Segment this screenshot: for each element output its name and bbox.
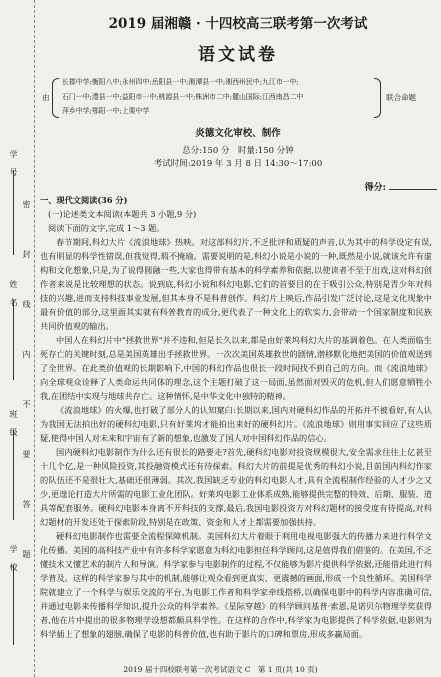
- score-blank: [389, 189, 437, 190]
- school-line: 石门一中;澧县一中;益阳市一中;桃源县一中;株洲市二中;麓山国际;江西南昌二中: [62, 92, 304, 101]
- producer: 炎德文化审校、制作: [195, 128, 281, 139]
- binding-margin: [0, 0, 35, 677]
- joint-label: 联合命题: [386, 93, 416, 102]
- student-id-label: 学 号: [9, 150, 18, 177]
- class-line: [13, 430, 14, 520]
- you-label: 由: [42, 93, 50, 102]
- school-line: 长郡中学;衡阳八中;永州四中;岳阳县一中;湘潭县一中;湘西州民中;九江市一中;: [62, 78, 299, 86]
- subsection-title: (一)论述类文本阅读(本题共 3 小题,9 分): [48, 209, 197, 219]
- paragraph: 《流浪地球》的火爆,也打破了部分人的认知窠臼:长期以来,国内对硬科幻作品的开拓并不被看好,有人认为我国无法拍出好的硬科幻电影,只有好莱坞才能拍出来好的硬科幻片。《流浪地球》则用事实回应了这些质疑,使得中国人对未来和宇宙有了新的想象,也激发了国人对中国科幻作品的信心。: [40, 405, 432, 443]
- school-label: 学 校: [9, 545, 18, 572]
- seal-char: 密: [22, 200, 31, 209]
- time-info: 总分:150 分 时量:150 分钟: [182, 146, 294, 156]
- page-footer: 2019 届十四校联考第一次考试语文 C 第 1 页(共 10 页): [123, 665, 318, 674]
- exam-header: [40, 6, 436, 171]
- school-list: [40, 75, 436, 121]
- school-line: [13, 565, 14, 645]
- student-id-line: [13, 170, 14, 255]
- section-title: 一、现代文阅读(36 分): [40, 195, 128, 205]
- exam-title: 2019 届湘赣 · 十四校高三联考第一次考试: [108, 16, 368, 32]
- left-brace: [52, 78, 59, 118]
- paragraph: 国内硬科幻电影制作为什么还有很长的路要走?首先,硬科幻电影对投资规模很大,安全需求往往上亿甚至十几个亿,是一种风险投资,其投融资模式还有待探索。科幻大片的前提是优秀的科幻小说,目前国内科幻作家的队伍还不是很壮大,基础还很薄弱。其次,我国缺乏专业的科幻电影人才,具有全流程制作经验的人才少之又少,更遑论打造大片所需的电影工业化团队。好莱坞电影工业体系成熟,能够提供完整的特效、后期、服装、道具等配套服务。硬科幻电影本身离不开科技的支撑,最后,我国电影投资方对科幻题材的接受度有待提高,对科幻题材的开发还处于探索阶段,特别是在政策、资金和人才上都需要加强扶持。: [40, 447, 432, 527]
- seal-char: 不: [22, 400, 31, 409]
- seal-char: 要: [22, 450, 31, 459]
- score-label: 得分:: [364, 183, 386, 193]
- school-names: [62, 75, 374, 119]
- seal-char: 题: [22, 550, 31, 559]
- date-info: 考试时间:2019 年 3 月 8 日 14:30～17:00: [153, 159, 323, 169]
- score-field: [365, 180, 437, 193]
- seal-char: 线: [22, 300, 31, 309]
- paragraph: 春节期间,科幻大片《流浪地球》热映。对这部科幻片,不乏批评和质疑的声音,认为其中的科学设定有误,也有明显的科学性错误,但我觉得,瑕不掩瑜。需要说明的是,科幻小说是小说的一种,既然是小说,就该允许有虚构和文化想象,只是,为了说得圆融一些,大家也得带有基本的科学素养和依据,以使读者不至于出戏,这对科幻创作者来说是比较理想的状态。说到底,科幻小说和科幻电影,它们的首要目的在于吸引公众,特别是青少年对科技的兴趣,进而支持科技事业发展,但其本身不是科普创作。科幻片上映后,作品引发广泛讨论,这是文化现象中最有价值的部分,这里面其实就有科普教育的成分,更代表了一种文化上的软实力,会带动一个国家制度和民族共同价值观的输出。: [40, 237, 432, 331]
- name-label: 姓 名: [9, 280, 18, 307]
- question-body: [40, 193, 432, 641]
- seal-char: 封: [22, 250, 31, 259]
- paragraph: 硬科幻电影制作也需要全流程保障机制。美国科幻大片着眼于利用电视电影强大的传播力来进行科学文化传播。美国的高科技产业中有许多科学家愿意为科幻电影担任科学顾问,这是值得我们借鉴的。在美国,不乏懂技术又懂艺术的制片人和导演。科学家参与电影制作的过程,不仅能够为影片提供科学依据,还能借此进行科学普及。这样的科学家参与其中的机制,能够让观众看到更真实、更震撼的画面,形成一个良性循环。美国科学院就建立了一个科学与娱乐交流的平台,为电影工作者和科学家牵线搭桥,以确保电影中的科学内容准确可信,并通过电影来传播科学知识,提升公众的科学素养。《星际穿越》的科学顾问基普·索恩,是诺贝尔物理学奖获得者,他在片中提出的很多物理学设想都颇具科学性。在这样的合作中,科学家为电影提供了科学依据,电影则为科学插上了想象的翅膀,确保了电影的科普价值,也有助于影片的口碑和票房,形成多赢局面。: [40, 531, 432, 639]
- seal-char: 答: [22, 500, 31, 509]
- paragraph: 中国人在科幻片中"拯救世界"并不违和,但是长久以来,都是由好莱坞科幻大片的基调着色。在人类面临生死存亡的关键时刻,总是美国英雄出手拯救世界。一次次美国英雄救世的剧情,潜移默化地把美国的价值观送到了全世界。在此类价值观的长期影响下,中国的科幻作品也很长一段时间找不到自己的方向。而《流浪地球》向全球观众诠释了人类命运共同体的理念,这个主题打破了这一局面,虽然面对毁灭的危机,但人们愿意牺牲小我,在团结中实现与地球共存亡。这种情怀,是中华文化中独特的精神。: [40, 335, 432, 401]
- class-label: 班 级: [9, 410, 18, 437]
- instruction: 阅读下面的文字,完成 1～3 题。: [48, 223, 165, 233]
- name-line: [13, 300, 14, 380]
- seal-char: 内: [22, 350, 31, 359]
- school-line: 萍乡中学;鄂阳一中;上栗中学: [62, 107, 150, 115]
- right-brace: [374, 78, 381, 118]
- exam-info: [40, 145, 436, 171]
- subject-title: 语文试卷: [198, 45, 278, 65]
